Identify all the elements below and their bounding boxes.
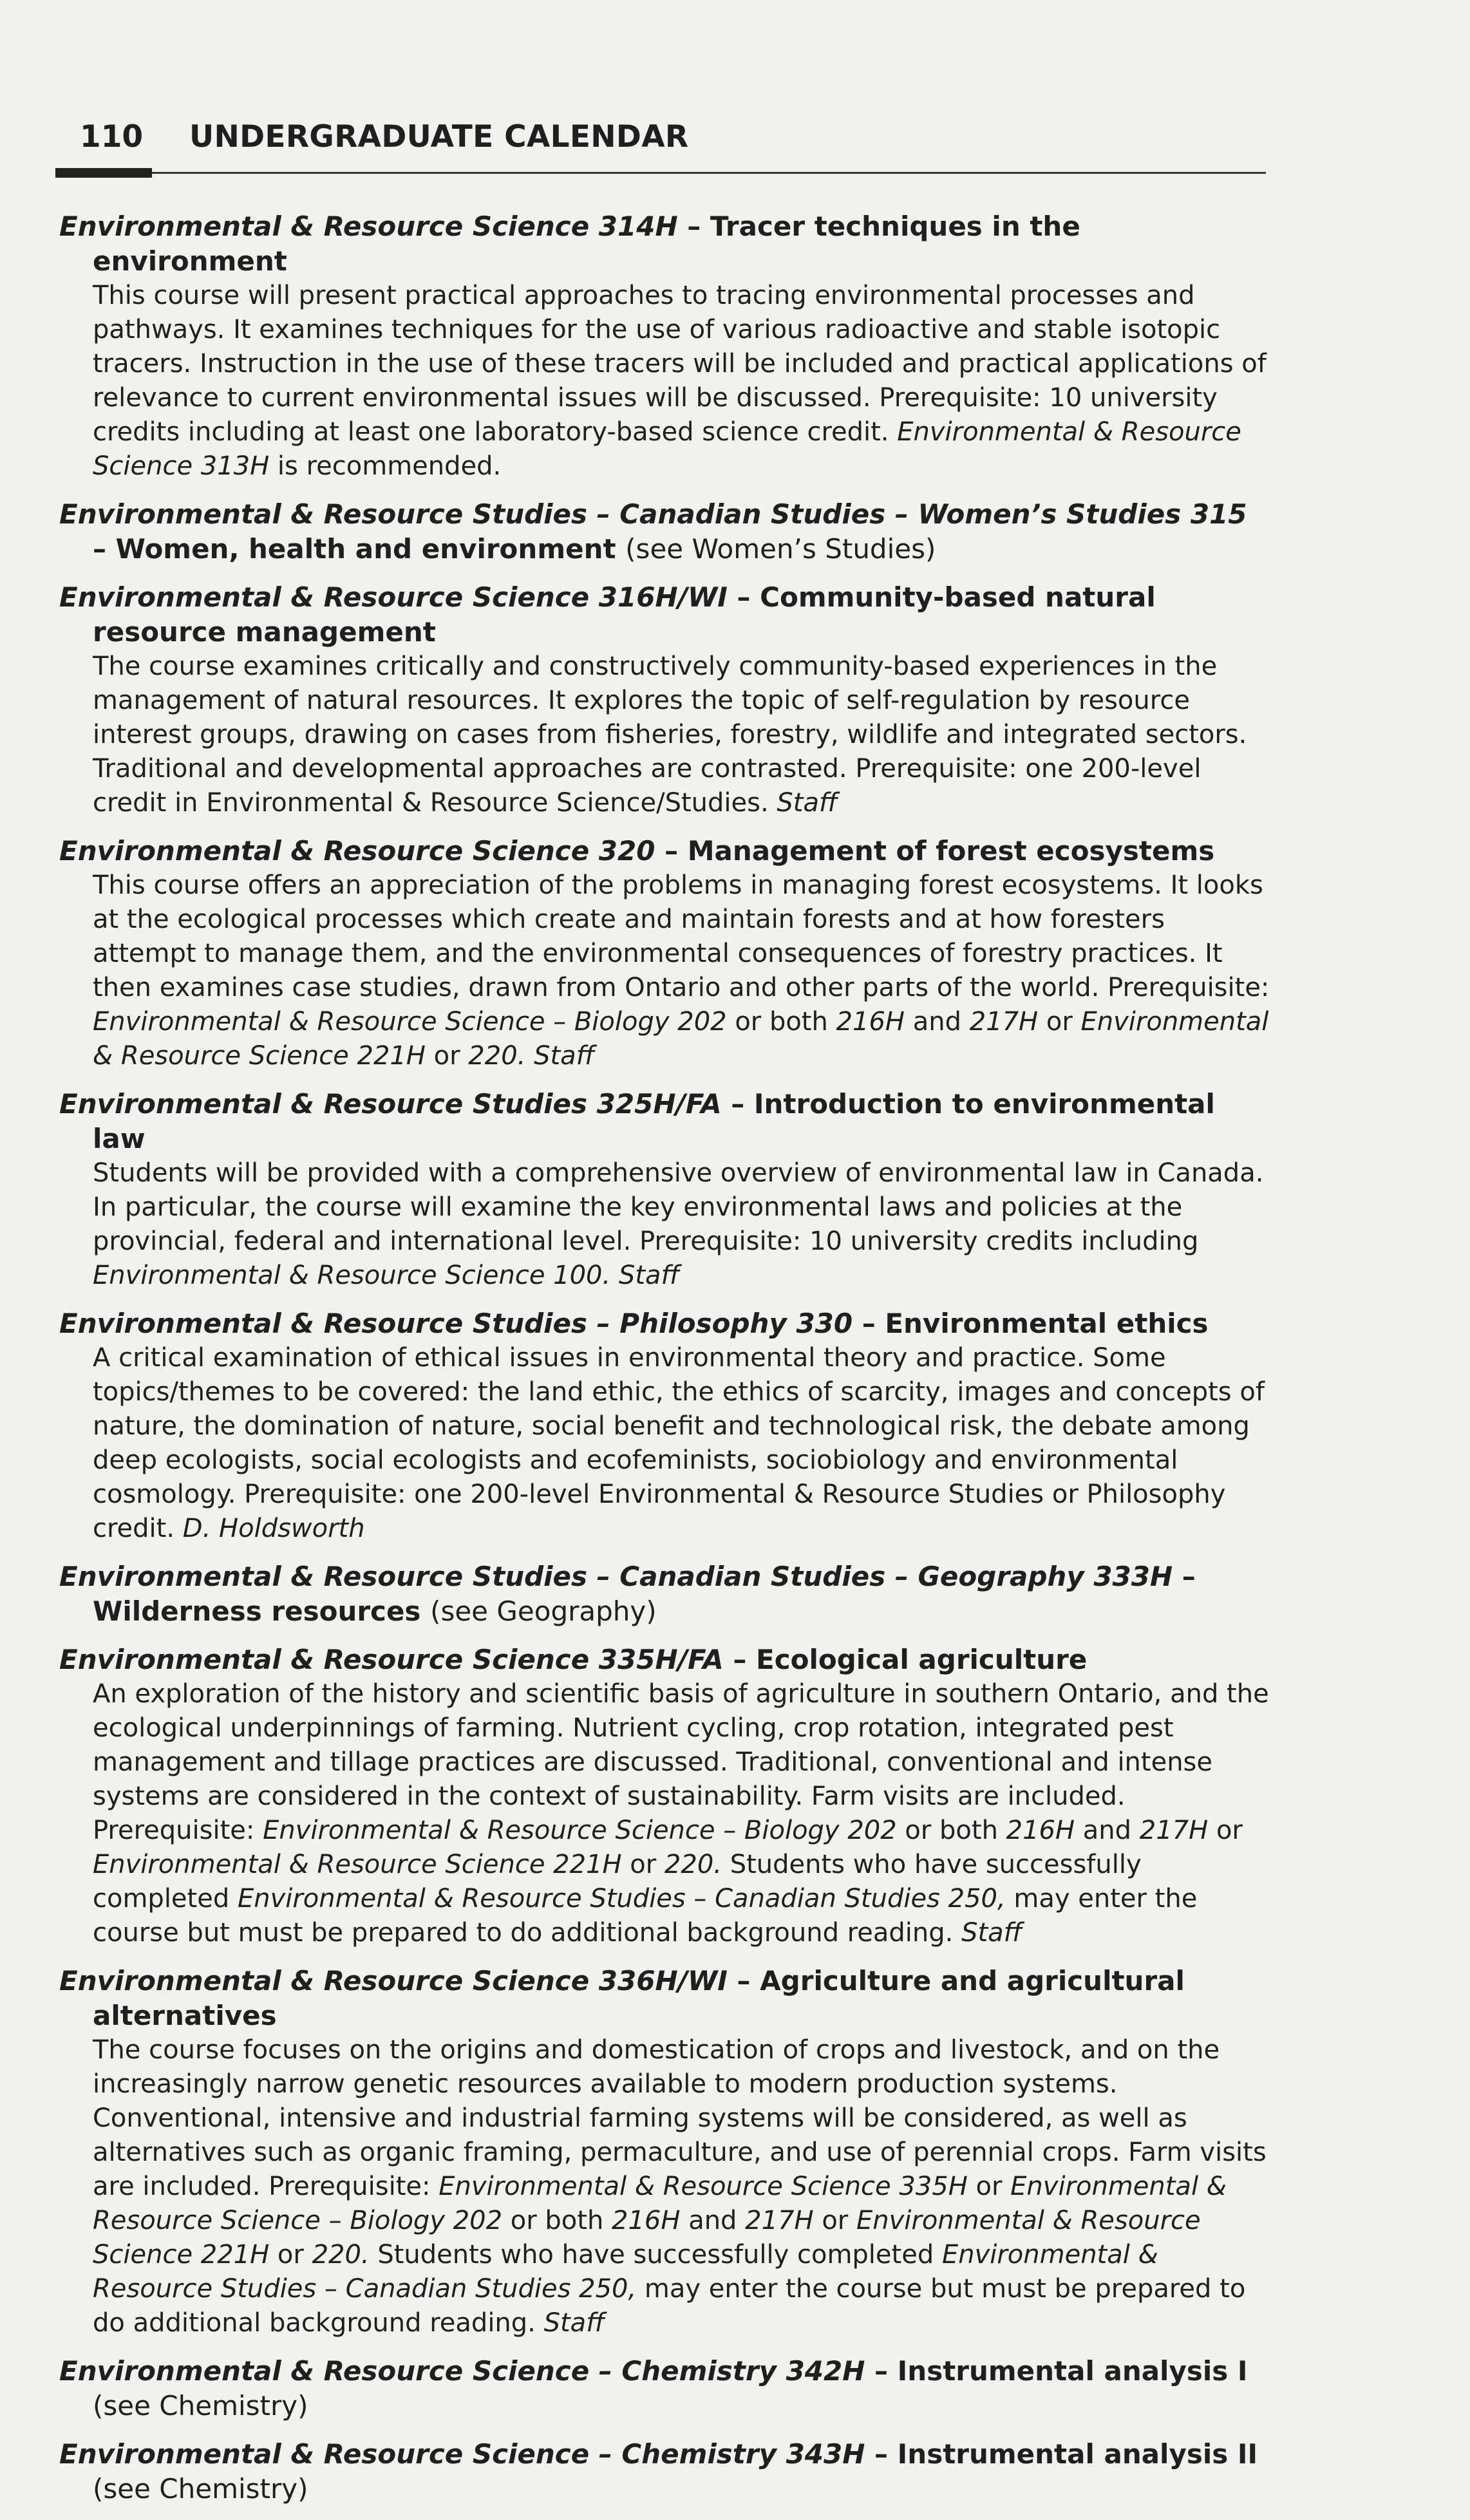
description-text: or [433, 1041, 460, 1071]
prereq-italic: 216H [836, 1007, 905, 1037]
description-text: The course examines critically and constructively community-based experiences in the management of natural resources. It explores the topic of self-regulation by resource interest groups, drawing on cases from fisheries, forestry, wildlife and integrated sectors. Traditional and developmental approaches are contrasted. Prerequisite: one 200-level credit in Environmental & Resource Science/Studies. [93, 652, 1247, 818]
course-description [59, 1156, 1270, 1293]
description-text: Students who have successfully completed [377, 2240, 934, 2270]
prereq-italic: 217H [969, 1007, 1039, 1037]
staff: Staff [534, 1041, 595, 1071]
course-title: Environmental ethics [885, 1308, 1209, 1339]
course-description [59, 650, 1270, 820]
course-entry-316h [59, 580, 1270, 820]
description-text: The course focuses on the origins and domestication of crops and livestock, and on the increasingly narrow genetic resources available to modern production systems. Conventional, intensive and industrial farming systems will be considered, as well as alternatives such as organic framing, permaculture, and use of perennial crops. Farm visits are included. Prerequisite: [93, 2035, 1267, 2201]
prereq-italic: Environmental & Resource Science 313H [93, 417, 1241, 481]
course-title: Ecological agriculture [756, 1644, 1088, 1675]
cross-reference: (see Women’s Studies) [625, 533, 936, 565]
course-title: Instrumental analysis I [897, 2355, 1248, 2387]
course-heading: Environmental & Resource Science 314H – Tracer techniques in the environment [59, 211, 1080, 277]
prereq-italic: Environmental & Resource Science 221H [93, 2206, 1201, 2270]
course-heading: Environmental & Resource Studies 325H/FA – Introduction to environmental law [59, 1088, 1215, 1154]
description-text: or [1216, 1816, 1243, 1845]
course-heading: Environmental & Resource Science 335H/FA – Ecological agriculture [59, 1644, 1088, 1675]
course-entry-336h [59, 1964, 1270, 2340]
course-code: Environmental & Resource Studies – Canadian Studies – Geography 333H [59, 1561, 1173, 1592]
prereq-italic: Environmental & Resource Science 335H [438, 2172, 968, 2201]
prereq-italic: Environmental & Resource Science 221H [93, 1007, 1269, 1071]
course-title: Community-based natural resource management [93, 581, 1156, 648]
prereq-italic: 216H [1006, 1816, 1075, 1845]
prereq-italic: Environmental & Resource Science – Biology 202 [263, 1816, 897, 1845]
prereq-italic: 220. [468, 1041, 526, 1071]
prereq-italic: 220. [664, 1850, 722, 1879]
prereq-italic: Environmental & Resource Studies – Canadian Studies 250, [93, 2240, 1158, 2304]
course-title: Tracer techniques in the environment [93, 211, 1080, 277]
course-entry-335h [59, 1642, 1270, 1950]
course-code: Environmental & Resource Science 316H/WI [59, 581, 728, 613]
description-text: or both [905, 1816, 998, 1845]
course-heading: Environmental & Resource Science 336H/WI – Agriculture and agricultural alternatives [59, 1965, 1185, 2031]
course-code: Environmental & Resource Science – Chemistry 343H [59, 2438, 865, 2470]
course-heading: Environmental & Resource Science – Chemistry 342H – Instrumental analysis I (see Chemistry) [59, 2355, 1248, 2421]
course-entry-320 [59, 834, 1270, 1073]
description-text: Students will be provided with a comprehensive overview of environmental law in Canada. In particular, the course will examine the key environmental laws and policies at the provincial, federal and international level. Prerequisite: 10 university credits including [93, 1158, 1264, 1256]
prereq-italic: Environmental & Resource Science 221H [93, 1850, 622, 1879]
course-description [59, 2033, 1270, 2340]
description-text: or [630, 1850, 657, 1879]
course-heading: Environmental & Resource Studies – Canadian Studies – Women’s Studies 315 – Women, health and environment (see Women’s Studies) [59, 498, 1247, 565]
description-text: or [277, 2240, 304, 2270]
description-text: or [975, 2172, 1003, 2201]
course-title: Agriculture and agricultural alternatives [93, 1965, 1185, 2031]
description-text: or both [510, 2206, 604, 2235]
cross-reference: (see Chemistry) [93, 2390, 308, 2421]
prereq-italic: Environmental & Resource Science – Biology 202 [93, 1007, 727, 1037]
description-text: or [1046, 1007, 1073, 1037]
description-text: A critical examination of ethical issues in environmental theory and practice. Some topics/themes to be covered: the land ethic, the ethics of scarcity, images and concepts of nature, the domination of nature, social benefit and technological risk, the debate among deep ecologists, social ecologists and ecofeminists, sociobiology and environmental cosmology. Prerequisite: one 200-level Environmental & Resource Studies or Philosophy credit. [93, 1343, 1265, 1543]
running-head: UNDERGRADUATE CALENDAR [189, 119, 689, 155]
course-code: Environmental & Resource Science 335H/FA [59, 1644, 724, 1675]
course-title: Wilderness resources [93, 1595, 421, 1627]
course-heading: Environmental & Resource Studies – Philosophy 330 – Environmental ethics [59, 1308, 1209, 1339]
prereq-italic: Environmental & Resource Studies – Canadian Studies 250, [237, 1884, 1006, 1914]
staff: Staff [543, 2308, 605, 2338]
course-title: Women, health and environment [115, 533, 616, 565]
description-text: and [688, 2206, 737, 2235]
prereq-italic: 216H [612, 2206, 681, 2235]
description-text: and [1082, 1816, 1132, 1845]
cross-reference: (see Chemistry) [93, 2473, 308, 2505]
course-code: Environmental & Resource Studies – Philosophy 330 [59, 1308, 853, 1339]
course-entry-325h [59, 1087, 1270, 1293]
page-number: 110 [80, 119, 144, 155]
prereq-italic: 220. [312, 2240, 370, 2270]
course-title: Introduction to environmental law [93, 1088, 1215, 1154]
course-entry-333h [59, 1559, 1270, 1629]
course-listings [59, 209, 1270, 2520]
prereq-italic: 217H [1139, 1816, 1209, 1845]
course-entry-315 [59, 497, 1270, 567]
description-text: An exploration of the history and scientific basis of agriculture in southern Ontario, and the ecological underpinnings of farming. Nutrient cycling, crop rotation, integrated pest management and tillage practices are discussed. Traditional, conventional and intense systems are considered in the context of sustainability. Farm visits are included. Prerequisite: [93, 1679, 1269, 1845]
instructor: D. Holdsworth [182, 1514, 365, 1543]
description-text: may enter the course but must be prepared to do additional background reading. [93, 2274, 1246, 2338]
course-code: Environmental & Resource Science – Chemistry 342H [59, 2355, 865, 2387]
header-rule-block [55, 168, 152, 178]
course-title: Instrumental analysis II [897, 2438, 1258, 2470]
course-code: Environmental & Resource Science 336H/WI [59, 1965, 728, 1997]
description-text: or [822, 2206, 849, 2235]
course-entry-314h [59, 209, 1270, 484]
staff: Staff [777, 788, 838, 818]
course-entry-342h [59, 2354, 1270, 2423]
cross-reference: (see Geography) [430, 1595, 657, 1627]
prereq-italic: 217H [745, 2206, 814, 2235]
description-text: Students who have successfully completed [93, 1850, 1142, 1914]
description-text: may enter the course but must be prepared to do additional background reading. [93, 1884, 1198, 1948]
description-text: or both [735, 1007, 828, 1037]
staff: Staff [618, 1261, 680, 1290]
course-title: Management of forest ecosystems [687, 835, 1215, 867]
course-code: Environmental & Resource Science 320 [59, 835, 655, 867]
course-entry-330 [59, 1306, 1270, 1546]
header-rule [55, 172, 1266, 174]
course-heading: Environmental & Resource Studies – Canadian Studies – Geography 333H – Wilderness resources (see Geography) [59, 1561, 1196, 1627]
course-code: Environmental & Resource Studies 325H/FA [59, 1088, 722, 1120]
description-text: is recommended. [277, 451, 502, 481]
course-heading: Environmental & Resource Science 316H/WI – Community-based natural resource management [59, 581, 1156, 648]
staff: Staff [961, 1918, 1022, 1948]
course-description [59, 869, 1270, 1073]
course-description [59, 279, 1270, 484]
course-code: Environmental & Resource Studies – Canadian Studies – Women’s Studies 315 [59, 498, 1247, 530]
course-heading: Environmental & Resource Science 320 – Management of forest ecosystems [59, 835, 1215, 867]
description-text: and [912, 1007, 961, 1037]
course-description [59, 1341, 1270, 1546]
description-text: This course will present practical approaches to tracing environmental processes and pathways. It examines techniques for the use of various radioactive and stable isotopic tracers. Instruction in the use of these tracers will be included and practical applications of relevance to current environmental issues will be discussed. Prerequisite: 10 university credits including at least one laboratory-based science credit. [93, 281, 1267, 447]
course-code: Environmental & Resource Science 314H [59, 211, 678, 242]
prereq-italic: Environmental & Resource Science – Biology 202 [93, 2172, 1227, 2235]
course-description [59, 1677, 1270, 1950]
course-heading: Environmental & Resource Science – Chemistry 343H – Instrumental analysis II (see Chemistry) [59, 2438, 1258, 2505]
prereq-italic: Environmental & Resource Science 100. [93, 1261, 611, 1290]
course-entry-343h [59, 2437, 1270, 2506]
description-text: This course offers an appreciation of the problems in managing forest ecosystems. It looks at the ecological processes which create and maintain forests and at how foresters attempt to manage them, and the environmental consequences of forestry practices. It then examines case studies, drawn from Ontario and other parts of the world. Prerequisite: [93, 870, 1270, 1002]
